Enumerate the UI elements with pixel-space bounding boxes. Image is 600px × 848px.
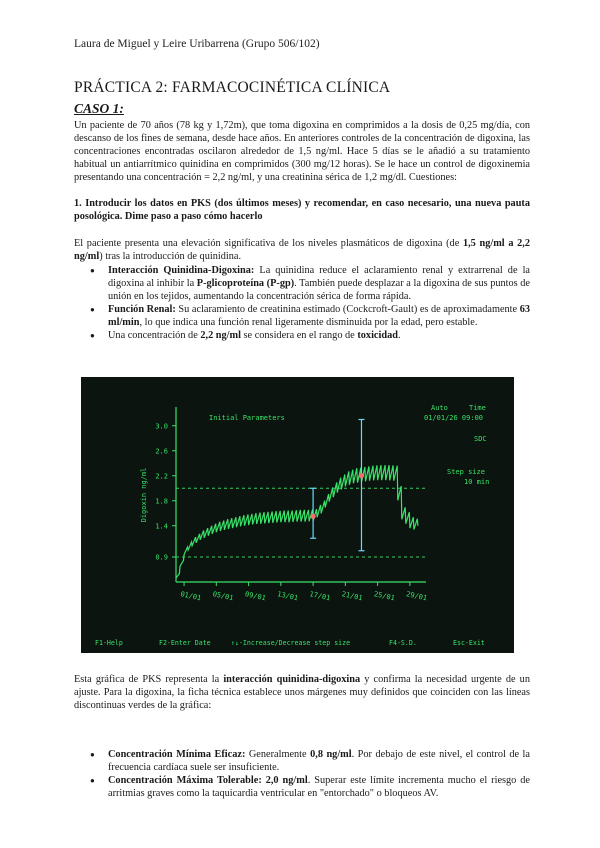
footer-key: F2-Enter Date: [159, 639, 211, 647]
text-run: Generalmente: [245, 749, 311, 760]
text-run: se considera en el rango de: [240, 330, 358, 342]
bold-run: 63 ml/min: [108, 304, 531, 329]
date-time: 01/01/26 09:00: [424, 414, 484, 422]
pks-screen-photo: [81, 377, 514, 653]
measurement-point: [310, 514, 315, 519]
page-header: Laura de Miguel y Leire Uribarrena (Grupo 506/102): [74, 38, 320, 50]
step-size-value: 10 min: [464, 478, 490, 486]
y-tick-label: 1.8: [155, 497, 168, 506]
footer-key: F1-Help: [95, 639, 123, 647]
footer-key: ↑↓-Increase/Decrease step size: [231, 639, 351, 647]
paragraph-graph: [74, 673, 530, 712]
text-run: y confirma la necesidad urgente de un ajuste. Para la digoxina, la ficha técnica establece unos márgenes muy definidos que coinciden con las líneas discontinuas verdes de la gráfica:: [74, 674, 530, 712]
x-tick-label: 21/01: [340, 590, 364, 603]
x-tick-label: 25/01: [373, 590, 396, 603]
x-tick-label: 17/01: [308, 590, 331, 603]
bold-run: Concentración Máxima Tolerable:: [108, 775, 262, 787]
bold-run: 2,2 ng/ml: [200, 330, 241, 342]
y-tick-label: 0.9: [155, 553, 168, 562]
y-axis-title: Digoxin ng/ml: [140, 467, 148, 523]
case-title: CASO 1:: [74, 101, 124, 116]
screen-title: Initial Parameters: [209, 414, 285, 422]
text-run: El paciente presenta una elevación significativa de los niveles plasmáticos de digoxina (de: [74, 238, 463, 249]
y-tick-label: 3.0: [155, 422, 168, 431]
x-tick-label: 13/01: [276, 590, 299, 603]
list-item: [90, 264, 530, 303]
time-label: Time: [469, 404, 486, 412]
bold-run: Función Renal:: [108, 304, 176, 316]
footer-key: F4-S.D.: [389, 639, 417, 647]
bullet-list-2: [90, 748, 530, 800]
y-axis-label: [140, 468, 148, 523]
text-run: . También puede desplazar a la digoxina de sus puntos de unión en los tejidos, aumentando la concentración sérica de forma rápida.: [108, 278, 530, 303]
page-title: PRÁCTICA 2: FARMACOCINÉTICA CLÍNICA: [74, 79, 391, 96]
list-item: [90, 303, 530, 329]
pks-chart: [81, 377, 514, 653]
x-tick-label: 01/01: [179, 590, 202, 603]
text-run: Su aclaramiento de creatinina estimado (Cockcroft-Gault) es de aproximadamente: [175, 304, 520, 316]
text-run: Una concentración de: [108, 330, 201, 342]
measurement-point: [359, 473, 364, 478]
x-tick-label: 09/01: [244, 590, 267, 603]
text-run: Esta gráfica de PKS representa la: [74, 674, 224, 685]
text-run: La quinidina reduce el aclaramiento renal y extrarrenal de la digoxina al inhibir la: [108, 265, 531, 290]
y-tick-label: 1.4: [155, 522, 168, 531]
bold-run: 2,0 ng/ml: [265, 775, 308, 787]
case-description: Un paciente de 70 años (78 kg y 1,72m), que toma digoxina en comprimidos a la dosis de 0,25 mg/día, con descanso de los fines de semana, desde hace años. En anteriores controles de la concentración de digoxina, las concentraciones encontradas oscilaron alrededor de 1,5 ng/ml. Hace 5 días se le añadió a su tratamiento habitual un antiarrítmico quinidina en comprimidos (300 mg/12 horas). Se le hace un control de digoxinemia presentando una concentración = 2,2 ng/ml, y una creatinina sérica de 1,2 mg/dl. Cuestiones:: [74, 120, 530, 184]
text-run: . Por debajo de este nivel, el control de la frecuencia cardíaca suele ser insuficiente.: [108, 749, 530, 774]
y-tick-label: 2.6: [155, 447, 168, 456]
x-tick-label: 05/01: [211, 590, 235, 603]
bold-run: Concentración Mínima Eficaz:: [108, 749, 246, 760]
bold-run: P-glicoproteína (P-gp): [196, 278, 295, 290]
bullet-list-1: [90, 264, 530, 343]
text-run: . Superar este límite incrementa mucho el riesgo de arritmias graves como la taquicardia ventricular en "entorchado" o bloqueos AV.: [108, 775, 530, 800]
mode-label: SDC: [474, 435, 487, 443]
footer-key: Esc-Exit: [453, 639, 485, 647]
bold-run: Interacción Quinidina-Digoxina:: [108, 265, 255, 276]
auto-label: Auto: [431, 404, 448, 412]
text-run: ) tras la introducción de quinidina.: [99, 251, 242, 263]
bold-run: 0,8 ng/ml: [310, 749, 352, 760]
question-1: 1. Introducir los datos en PKS (dos últimos meses) y recomendar, en caso necesario, una nueva pauta posológica. Dime paso a paso cómo hacerlo: [74, 198, 530, 223]
step-size-label: Step size: [447, 468, 485, 476]
bold-run: interacción quinidina-digoxina: [223, 674, 361, 685]
list-item: [90, 774, 530, 800]
text-run: .: [397, 330, 401, 342]
list-item: [90, 748, 530, 774]
x-tick-label: 29/01: [405, 590, 428, 603]
text-run: , lo que indica una función renal ligeramente disminuida por la edad, pero estable.: [139, 317, 478, 329]
bold-run: 1,5 ng/ml a 2,2 ng/ml: [74, 238, 530, 263]
paragraph-elevation: [74, 237, 530, 263]
list-item: [90, 329, 530, 342]
y-tick-label: 2.2: [155, 472, 168, 481]
bold-run: toxicidad: [357, 330, 398, 342]
